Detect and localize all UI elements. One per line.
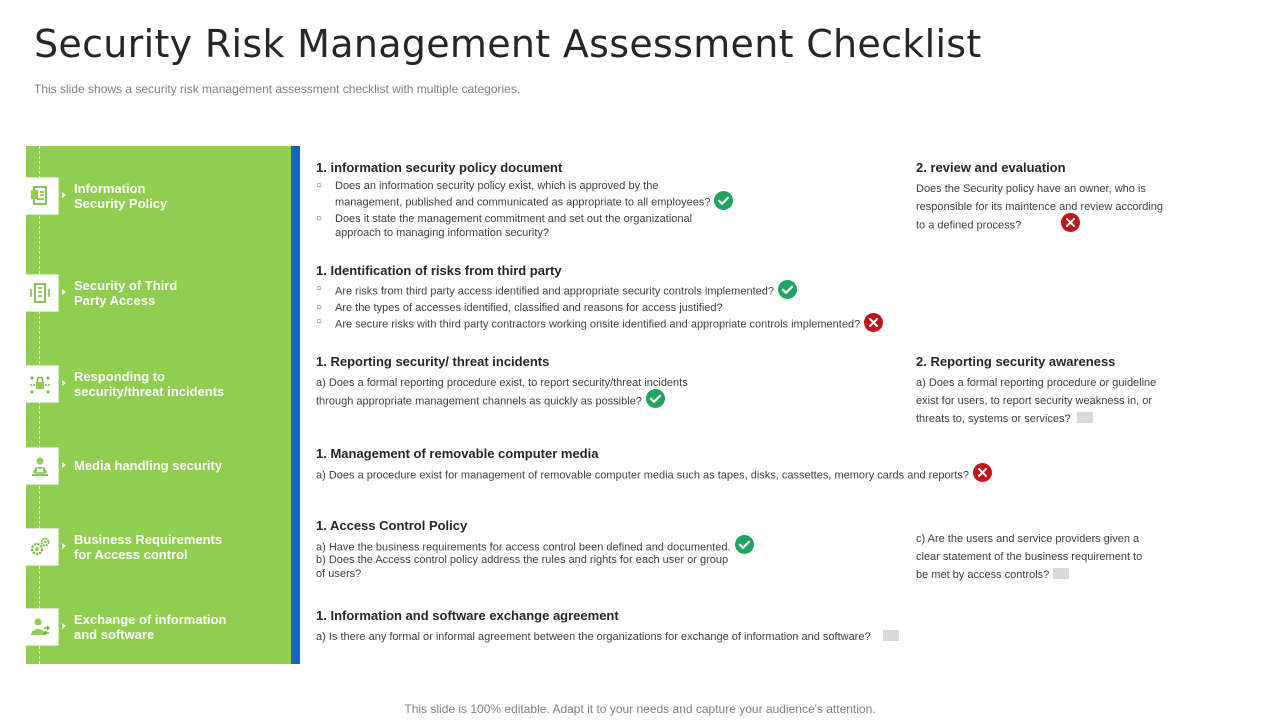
category-label: Security of Third Party Access [74, 278, 178, 308]
category-arrow [62, 289, 66, 295]
cross-icon [1061, 213, 1080, 232]
network-lock-icon [22, 366, 58, 402]
footer-note: This slide is 100% editable. Adapt it to your needs and capture your audience's attention. [404, 702, 876, 716]
checklist-item-text: Are risks from third party access identified and appropriate security controls implemented? [335, 285, 774, 298]
section-exchange-agreement [316, 608, 1116, 645]
page-title: Security Risk Management Assessment Checklist [34, 22, 982, 66]
category-label: Responding to security/threat incidents [74, 369, 225, 399]
checklist-item-text: Does an information security policy exist, which is approved by the management, published and communicated as appropriate to all employees? [335, 180, 711, 209]
section-heading: 1. Information and software exchange agreement [316, 608, 619, 623]
checklist-item-text: Does the Security policy have an owner, who is responsible for its maintence and review according to a defined process? [916, 183, 1164, 232]
checklist [316, 179, 896, 240]
cross-icon [973, 463, 992, 482]
section-heading: 2. review and evaluation [916, 160, 1066, 175]
checklist-item-text: a) Is there any formal or informal agreement between the organizations for exchange of information and software? [316, 631, 871, 643]
category-arrow [62, 543, 66, 549]
section-access-control-clear-statement [916, 529, 1216, 583]
pending-status-box [1077, 412, 1093, 423]
category-label: Media handling security [74, 458, 223, 473]
checklist-item [316, 315, 1016, 334]
category-sidebar [26, 146, 291, 664]
checklist-item-text: a) Have the business requirements for access control been defined and documented. [316, 541, 731, 554]
checklist-item-text: a) Does a procedure exist for management of removable computer media such as tapes, disks, cassettes, memory cards and reports? [316, 469, 969, 482]
section-removable-media [316, 446, 1116, 484]
user-computer-icon [22, 448, 58, 484]
checklist-item-text: Does it state the management commitment and set out the organizational approach to managing information security? [335, 213, 693, 239]
section-heading: 1. Identification of risks from third party [316, 263, 562, 278]
checklist-item-text: a) Does a formal reporting procedure or guideline exist for users, to report security weakness in, or threats to, systems or services? [916, 377, 1157, 425]
category-arrow [62, 192, 66, 198]
cross-icon [864, 313, 883, 332]
checklist-item [316, 301, 1016, 315]
checklist-item [316, 212, 896, 240]
section-heading: 1. Reporting security/ threat incidents [316, 354, 550, 369]
section-policy-document [316, 160, 896, 240]
check-icon [735, 535, 754, 554]
category-arrow [62, 462, 66, 468]
section-third-party-risks [316, 263, 1016, 334]
checklist-item [316, 179, 896, 212]
check-icon [778, 280, 797, 299]
section-heading: 1. information security policy document [316, 160, 563, 175]
policy-document-icon [22, 178, 58, 214]
check-icon [646, 389, 665, 408]
checklist-item-text: c) Are the users and service providers given a clear statement of the business requirement to be met by access controls? [916, 533, 1143, 581]
checklist-item [316, 282, 1016, 301]
pending-status-box [1053, 568, 1069, 579]
category-arrow [62, 623, 66, 629]
section-reporting-incidents [316, 354, 876, 410]
check-icon [714, 191, 733, 210]
gears-icon [22, 529, 58, 565]
category-label: Information Security Policy [74, 181, 168, 211]
checklist-item-text: Are secure risks with third party contractors working onsite identified and appropriate controls implemented? [335, 318, 861, 331]
checklist [316, 282, 1016, 334]
category-label: Exchange of information and software [74, 612, 227, 642]
section-heading: 2. Reporting security awareness [916, 354, 1116, 369]
checklist-item-text: a) Does a formal reporting procedure exist, to report security/threat incidents through appropriate management channels as quickly as possible? [316, 377, 688, 408]
section-reporting-awareness [916, 354, 1216, 427]
accent-divider-bar [291, 146, 300, 664]
section-review-evaluation [916, 160, 1216, 234]
section-heading: 1. Access Control Policy [316, 518, 468, 533]
server-access-icon [22, 275, 58, 311]
user-exchange-icon [22, 609, 58, 645]
page-subtitle: This slide shows a security risk management assessment checklist with multiple categories. [34, 82, 521, 96]
sidebar-dashed-connector [39, 146, 40, 664]
section-access-control-policy [316, 518, 896, 581]
section-heading: 1. Management of removable computer media [316, 446, 599, 461]
category-arrow [62, 380, 66, 386]
category-label: Business Requirements for Access control [74, 532, 223, 562]
checklist-item-text: Are the types of accesses identified, classified and reasons for access justified? [335, 302, 723, 314]
pending-status-box [883, 630, 899, 641]
checklist-item-text: b) Does the Access control policy address the rules and rights for each user or group of users? [316, 554, 729, 580]
